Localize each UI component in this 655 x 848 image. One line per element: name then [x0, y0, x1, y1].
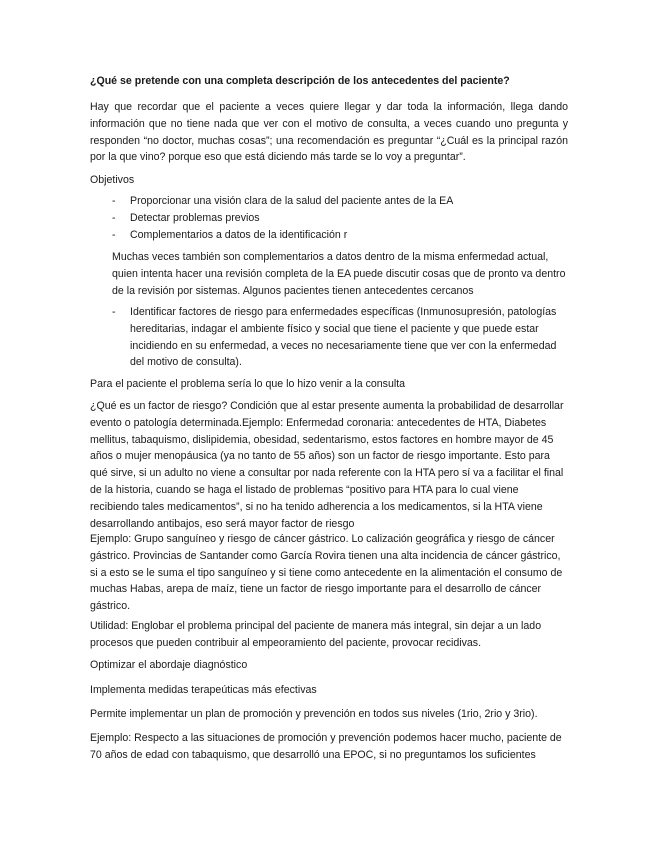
bullet-marker: -: [112, 212, 116, 224]
bullet-marker: -: [112, 195, 116, 207]
intro-paragraph: Hay que recordar que el paciente a veces quiere llegar y dar toda la información, llega dando información que no tiene nada que ver con el motivo de consulta, a veces cuando uno pregunta y responden “no doctor, muchas cosas”; una recomendación es preguntar “¿Cuál es la principal razón por la que vino? porque eso que está diciendo más tarde se lo voy a preguntar”.: [90, 101, 568, 164]
ejemplo2-paragraph: Ejemplo: Respecto a las situaciones de promoción y prevención podemos hacer mucho, paciente de 70 años de edad con tabaquismo, que desarrolló una EPOC, si no preguntamos los suficientes: [90, 732, 562, 761]
utilidad-paragraph: Utilidad: Englobar el problema principal del paciente de manera más integral, sin dejar a un lado procesos que pueden contribuir al empeoramiento del paciente, provocar recidivas.: [90, 620, 542, 649]
permite-paragraph: Permite implementar un plan de promoción y prevención en todos sus niveles (1rio, 2rio y 3rio).: [90, 708, 538, 720]
bullet-marker: -: [112, 306, 116, 318]
ejemplo-paragraph: Ejemplo: Grupo sanguíneo y riesgo de cáncer gástrico. Lo calización geográfica y riesgo de cáncer gástrico. Provincias de Santander como García Rovira tienen una alta incidencia de cáncer gástrico, si a esto se le suma el tipo sanguíneo y si tiene como antecedente en la alimentación el consumo de muchas Habas, arepa de maíz, tiene un factor de riesgo importante para el desarrollo de cáncer gástrico.: [90, 533, 563, 613]
objetivo-item: Complementarios a datos de la identificación r: [130, 229, 348, 241]
factor-riesgo-paragraph: ¿Qué es un factor de riesgo? Condición que al estar presente aumenta la probabilidad de desarrollar evento o patología determinada.Ejemplo: Enfermedad coronaria: antecedentes de HTA, Diabetes mellitus, tabaquismo, dislipidemia, obesidad, sedentarismo, estos factores en hombre mayor de 45 años o mujer menopáusica (ya no tanto de 55 años) son un factor de riesgo importante. Esto para qué sirve, si un adulto no viene a consultar por nada referente con la HTA pero sí va a facilitar el final de la historia, cuando se haga el listado de problemas “positivo para HTA para lo cual viene recibiendo tales medicamentos”, si no ha tenido adherencia a los medicamentos, si la HTA viene desarrollando antibajos, eso será mayor factor de riesgo: [90, 400, 564, 530]
objetivos-title: Objetivos: [90, 174, 135, 186]
optimizar-paragraph: Optimizar el abordaje diagnóstico: [90, 659, 248, 671]
problema-paragraph: Para el paciente el problema sería lo que lo hizo venir a la consulta: [90, 378, 406, 390]
indent-paragraph: Muchas veces también son complementarios a datos dentro de la misma enfermedad actual, quien intenta hacer una revisión completa de la EA puede discutir cosas que de pronto va dentro de la revisión por sistemas. Algunos pacientes tienen antecedentes cercanos: [112, 251, 566, 297]
objetivo-item: Proporcionar una visión clara de la salud del paciente antes de la EA: [130, 195, 454, 207]
section-heading: ¿Qué se pretende con una completa descripción de los antecedentes del paciente?: [90, 75, 510, 87]
objetivo-item: Detectar problemas previos: [130, 212, 260, 224]
bullet-marker: -: [112, 229, 116, 241]
implementa-paragraph: Implementa medidas terapeúticas más efectivas: [90, 684, 317, 696]
risk-factor-bullet: Identificar factores de riesgo para enfermedades específicas (Inmunosupresión, patologías hereditarias, indagar el ambiente físico y social que tiene el paciente y que puede estar incidiendo en su enfermedad, a veces no necesariamente tiene que ver con la enfermedad del motivo de consulta).: [130, 306, 557, 369]
